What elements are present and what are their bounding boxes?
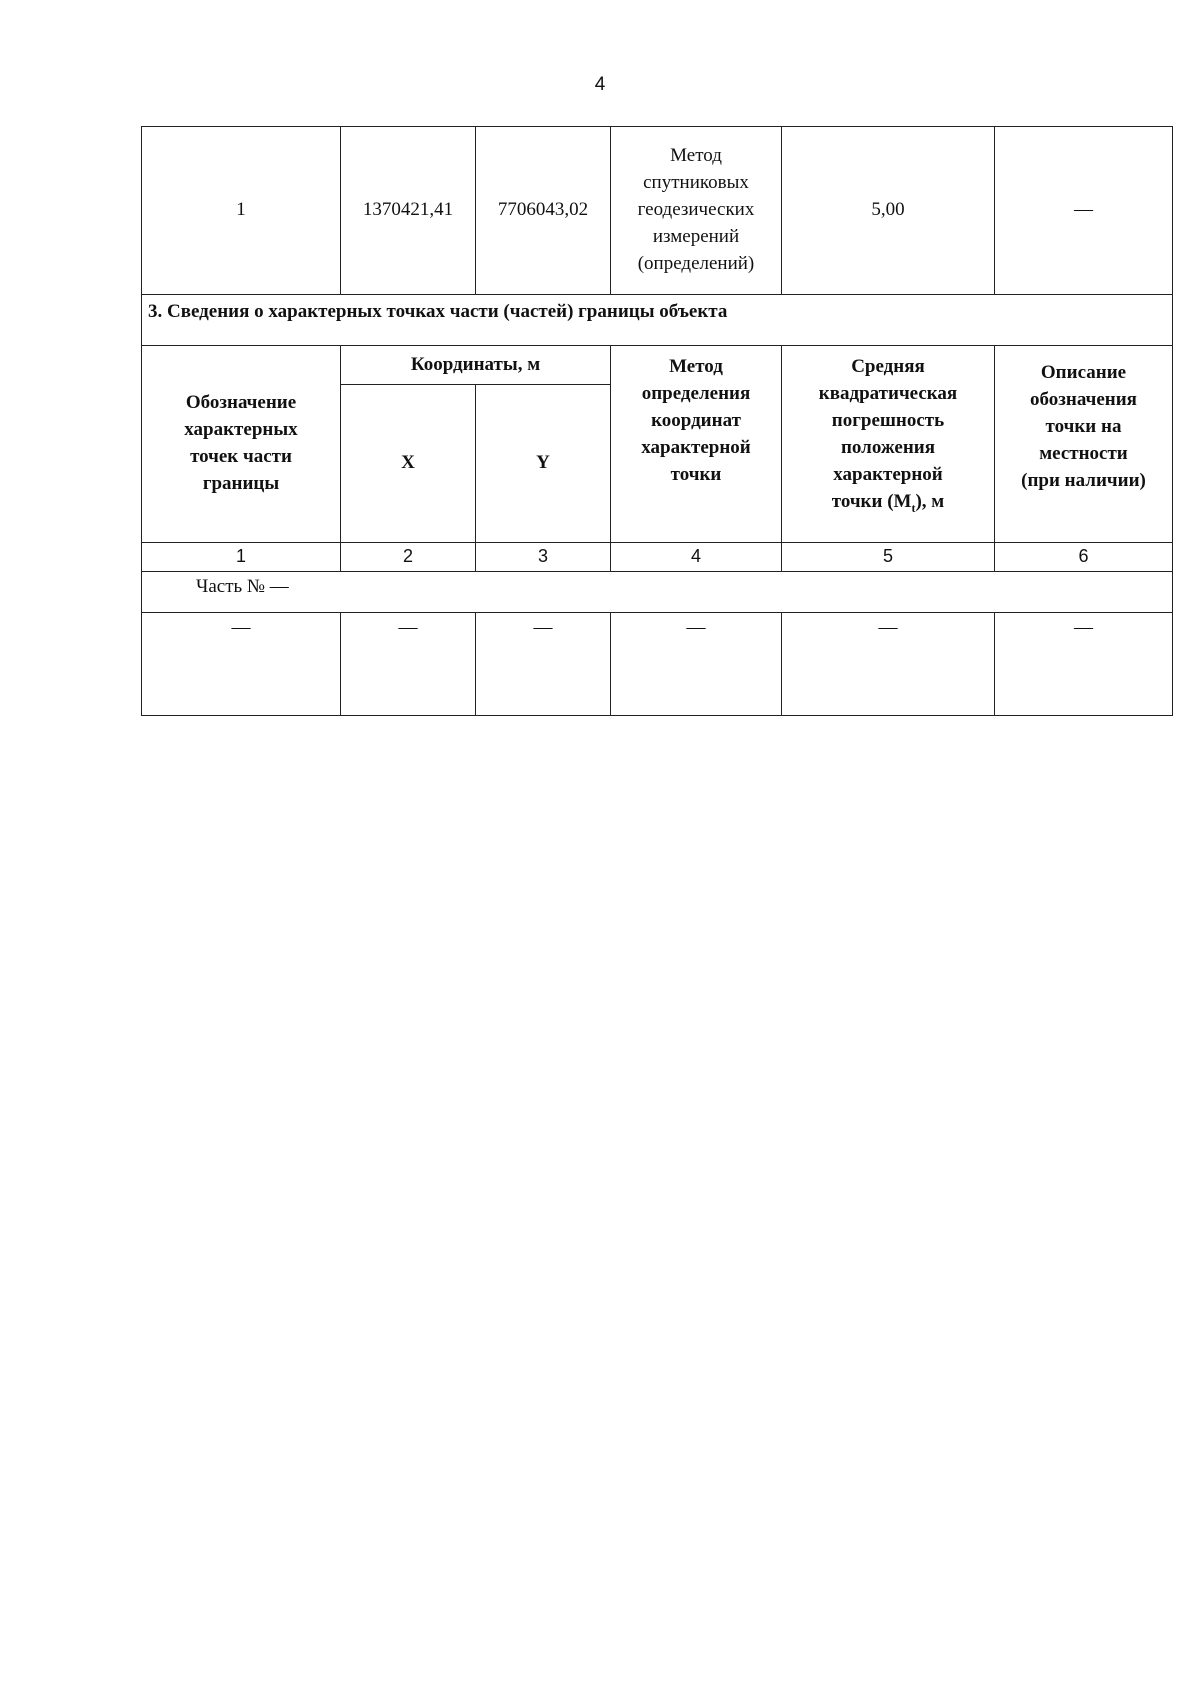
cell-method: Метод спутниковых геодезических измерений (определений) <box>611 127 782 295</box>
cell-point: 1 <box>142 127 341 295</box>
header-coordinates: Координаты, м <box>341 346 611 385</box>
section-3-title-row <box>142 295 1173 346</box>
cell-dash: — <box>142 613 341 716</box>
header-y: Y <box>476 385 611 543</box>
header-accuracy-main: Средняя квадратическая погрешность положения характерной точки (M <box>818 356 958 512</box>
header-accuracy-end: ), м <box>915 490 945 512</box>
cell-dash: — <box>341 613 476 716</box>
cell-accuracy: 5,00 <box>782 127 995 295</box>
column-number: 1 <box>142 543 341 572</box>
section-3-title: 3. Сведения о характерных точках части (частей) границы объекта <box>142 295 1173 346</box>
table-row-point-1 <box>142 127 1173 295</box>
header-designation: Обозначение характерных точек части границы <box>142 346 341 543</box>
cell-dash: — <box>476 613 611 716</box>
header-description: Описание обозначения точки на местности (при наличии) <box>995 346 1173 543</box>
part-label: Часть № — <box>142 572 1173 613</box>
column-number: 5 <box>782 543 995 572</box>
page-number: 4 <box>594 74 606 95</box>
table-row-empty <box>142 613 1173 716</box>
header-accuracy <box>782 346 995 543</box>
cell-dash: — <box>995 613 1173 716</box>
column-number: 3 <box>476 543 611 572</box>
header-x: X <box>341 385 476 543</box>
cell-x: 1370421,41 <box>341 127 476 295</box>
cell-dash: — <box>611 613 782 716</box>
cell-dash: — <box>782 613 995 716</box>
header-row-1 <box>142 346 1173 385</box>
column-number: 6 <box>995 543 1173 572</box>
column-numbers-row <box>142 543 1173 572</box>
header-accuracy-sub: t <box>911 500 916 515</box>
header-method: Метод определения координат характерной точки <box>611 346 782 543</box>
column-number: 4 <box>611 543 782 572</box>
part-row <box>142 572 1173 613</box>
column-number: 2 <box>341 543 476 572</box>
cell-description: — <box>995 127 1173 295</box>
boundary-points-table <box>141 126 1173 716</box>
cell-y: 7706043,02 <box>476 127 611 295</box>
